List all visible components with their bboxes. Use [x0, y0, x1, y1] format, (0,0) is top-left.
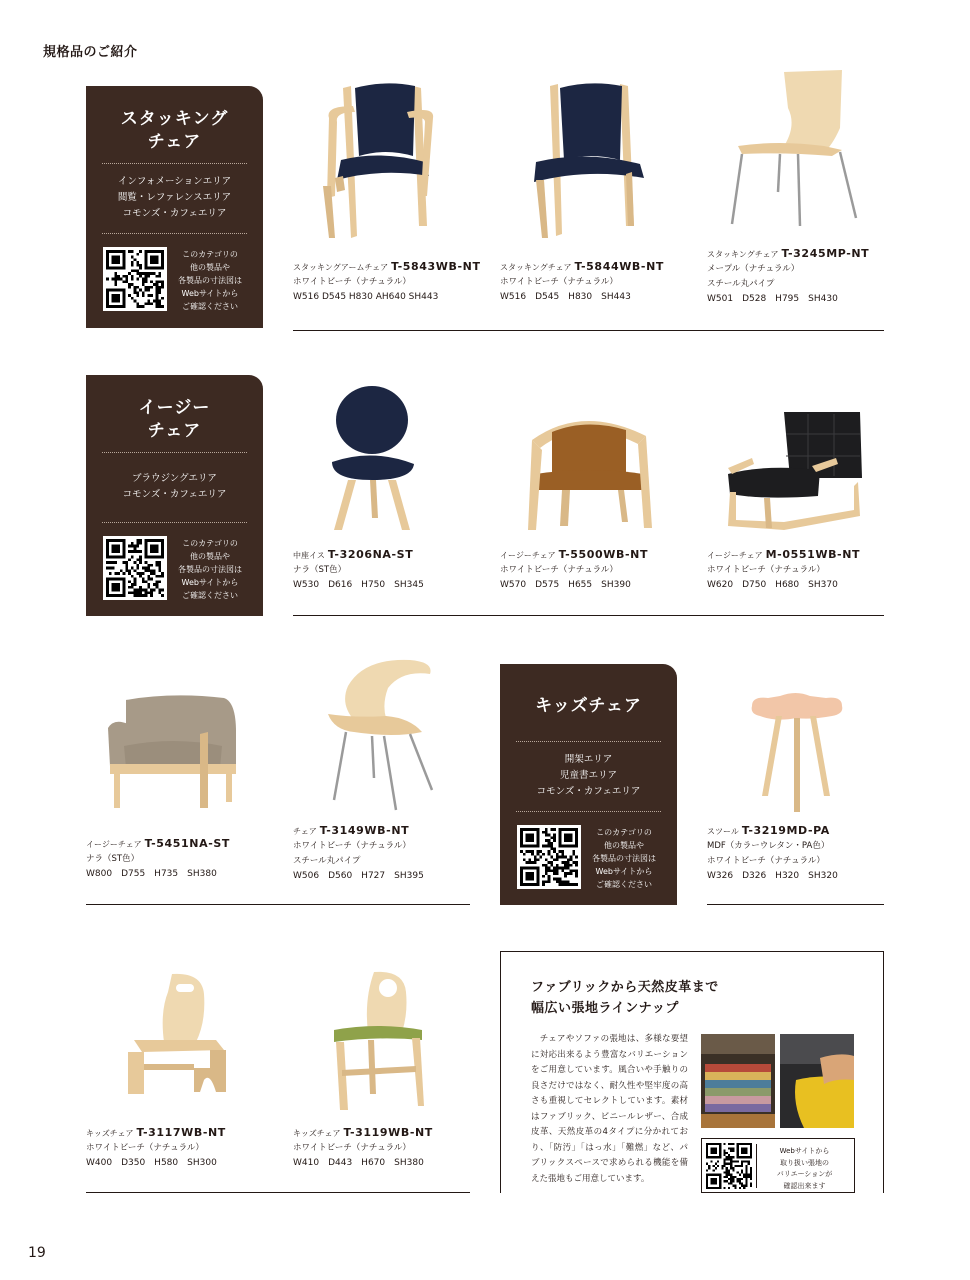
category-area: コモンズ・カフェエリア	[122, 489, 227, 500]
divider	[516, 741, 661, 742]
product-dimensions: W800 D755 H735 SH380	[86, 869, 217, 879]
product-material: ホワイトビーチ（ナチュラル）	[293, 1143, 411, 1153]
fabric-qr-box	[701, 1138, 855, 1193]
product-type: イージーチェア	[86, 840, 142, 849]
product-material: スチール丸パイプ	[707, 279, 775, 289]
divider	[102, 233, 247, 234]
row-divider	[293, 615, 884, 616]
product-name-row	[293, 1126, 433, 1141]
qr-code-icon[interactable]	[517, 825, 581, 889]
product-dimensions: W506 D560 H727 SH395	[293, 871, 424, 881]
product-card[interactable]	[86, 1126, 226, 1171]
product-material: ナラ（ST色）	[86, 854, 140, 864]
product-material: ホワイトビーチ（ナチュラル）	[500, 565, 618, 575]
product-dimensions: W516 D545 H830 AH640 SH443	[293, 292, 439, 302]
product-name-row	[707, 548, 860, 563]
divider	[102, 452, 247, 453]
product-image-kids-chair-2	[328, 970, 428, 1112]
product-code: T-3219MD-PA	[741, 824, 830, 837]
product-name-row	[86, 1126, 226, 1141]
divider	[102, 163, 247, 164]
category-area: インフォメーションエリア	[117, 176, 232, 187]
fabric-swatches-photo	[701, 1034, 775, 1128]
product-card[interactable]	[293, 548, 424, 593]
category-areas	[86, 471, 263, 503]
product-card[interactable]	[707, 824, 838, 884]
qr-code-icon[interactable]	[103, 247, 167, 311]
qr-code-icon[interactable]	[706, 1143, 752, 1189]
product-dimensions: W326 D326 H320 SH320	[707, 871, 838, 881]
product-type: 中座イス	[293, 551, 325, 560]
product-image-stacking-chair	[528, 76, 648, 246]
product-name-row	[293, 260, 481, 275]
product-image-low-chair	[326, 384, 418, 534]
row-divider	[293, 330, 884, 331]
qr-note: このカテゴリの 他の製品や 各製品の寸法図は Webサイトから ご確認ください	[178, 250, 242, 311]
product-name-row	[500, 260, 664, 275]
category-area: コモンズ・カフェエリア	[536, 786, 641, 797]
product-dimensions: W516 D545 H830 SH443	[500, 292, 631, 302]
product-code: T-3149WB-NT	[319, 824, 410, 837]
product-material: ホワイトビーチ（ナチュラル）	[500, 277, 618, 287]
product-card[interactable]	[293, 260, 481, 305]
product-name-row	[86, 837, 230, 852]
product-type: キッズチェア	[86, 1129, 134, 1138]
product-code: T-5844WB-NT	[574, 260, 664, 273]
product-card[interactable]	[707, 548, 860, 593]
category-title: スタッキング チェア	[120, 109, 229, 152]
product-image-leather-chair	[724, 408, 864, 534]
product-card[interactable]	[500, 260, 664, 305]
product-name-row	[707, 824, 838, 839]
product-type: スタッキングアームチェア	[293, 263, 389, 272]
product-card[interactable]	[707, 247, 869, 307]
product-type: キッズチェア	[293, 1129, 341, 1138]
row-divider	[86, 904, 470, 905]
product-code: T-5451NA-ST	[144, 837, 230, 850]
product-card[interactable]	[500, 548, 648, 593]
product-code: T-5500WB-NT	[558, 548, 649, 561]
category-panel-stacking	[86, 86, 263, 328]
product-image-sofa-chair	[104, 692, 240, 812]
product-dimensions: W400 D350 H580 SH300	[86, 1158, 217, 1168]
fabric-description: チェアやソファの張地は、多様な要望に対応出来るよう豊富なバリエーションをご用意しています。風合いや手触りの良さだけではなく、耐久性や堅牢度の高さも重視してセレクトしています。素材はファブリック、ビニールレザー、合成皮革、天然皮革の4タイプに分かれており、「防汚」「はっ水」「難燃」など、パブリックスペースで求められる機能を備えた張地もご用意しています。	[531, 1034, 688, 1184]
row-divider	[86, 1192, 470, 1193]
product-type: イージーチェア	[500, 551, 556, 560]
category-panel-kids	[500, 664, 677, 905]
fabric-title: ファブリックから天然皮革まで 幅広い張地ラインナップ	[531, 980, 719, 1016]
product-image-kids-chair-1	[120, 972, 232, 1098]
product-dimensions: W410 D443 H670 SH380	[293, 1158, 424, 1168]
product-card[interactable]	[293, 824, 424, 884]
product-code: T-3117WB-NT	[136, 1126, 226, 1139]
category-area: 開架エリア	[564, 754, 613, 765]
product-material: メープル（ナチュラル）	[707, 264, 800, 274]
product-material: スチール丸パイプ	[293, 856, 361, 866]
product-image-maple-chair	[728, 68, 860, 228]
category-areas	[86, 174, 263, 222]
product-code: M-0551WB-NT	[765, 548, 861, 561]
product-dimensions: W620 D750 H680 SH370	[707, 580, 838, 590]
product-name-row	[293, 548, 424, 563]
page-heading: 規格品のご紹介	[43, 45, 138, 60]
qr-code-icon[interactable]	[103, 536, 167, 600]
product-image-easy-chair-brown	[522, 410, 656, 534]
divider	[102, 522, 247, 523]
product-material: MDF（カラーウレタン・PA色）	[707, 841, 830, 851]
category-area: 児童書エリア	[559, 770, 617, 781]
fabric-upholstery-photo	[780, 1034, 854, 1128]
product-material: ホワイトビーチ（ナチュラル）	[293, 277, 411, 287]
category-title: イージー チェア	[138, 398, 211, 441]
product-image-armchair	[315, 76, 445, 246]
fabric-qr-note: Webサイトから 取り扱い張地の バリエーションが 確認出来ます	[756, 1144, 852, 1188]
product-card[interactable]	[86, 837, 230, 882]
product-image-stool	[746, 692, 848, 814]
product-type: イージーチェア	[707, 551, 763, 560]
qr-note: このカテゴリの 他の製品や 各製品の寸法図は Webサイトから ご確認ください	[592, 828, 656, 889]
product-type: スツール	[707, 827, 739, 836]
product-image-shell-chair	[324, 656, 436, 812]
product-material: ホワイトビーチ（ナチュラル）	[707, 856, 825, 866]
divider	[516, 811, 661, 812]
category-areas	[500, 752, 677, 800]
product-material: ホワイトビーチ（ナチュラル）	[86, 1143, 204, 1153]
product-card[interactable]	[293, 1126, 433, 1171]
product-code: T-5843WB-NT	[391, 260, 481, 273]
product-code: T-3206NA-ST	[327, 548, 414, 561]
product-material: ホワイトビーチ（ナチュラル）	[293, 841, 411, 851]
product-type: チェア	[293, 827, 317, 836]
product-name-row	[500, 548, 648, 563]
product-type: スタッキングチェア	[500, 263, 572, 272]
qr-note: このカテゴリの 他の製品や 各製品の寸法図は Webサイトから ご確認ください	[178, 539, 242, 600]
product-name-row	[707, 247, 869, 262]
category-area: コモンズ・カフェエリア	[122, 208, 227, 219]
product-material: ホワイトビーチ（ナチュラル）	[707, 565, 825, 575]
product-type: スタッキングチェア	[707, 250, 779, 259]
category-panel-easy	[86, 375, 263, 616]
product-material: ナラ（ST色）	[293, 565, 347, 575]
fabric-lineup-box	[500, 951, 884, 1193]
product-dimensions: W530 D616 H750 SH345	[293, 580, 424, 590]
product-dimensions: W501 D528 H795 SH430	[707, 294, 838, 304]
category-area: 閲覧・レファレンスエリア	[117, 192, 232, 203]
product-code: T-3245MP-NT	[781, 247, 870, 260]
category-title: キッズチェア	[535, 696, 642, 716]
product-code: T-3119WB-NT	[343, 1126, 433, 1139]
product-dimensions: W570 D575 H655 SH390	[500, 580, 631, 590]
row-divider	[707, 904, 884, 905]
category-area: ブラウジングエリア	[132, 473, 217, 484]
product-name-row	[293, 824, 424, 839]
page-number: 19	[28, 1245, 46, 1261]
